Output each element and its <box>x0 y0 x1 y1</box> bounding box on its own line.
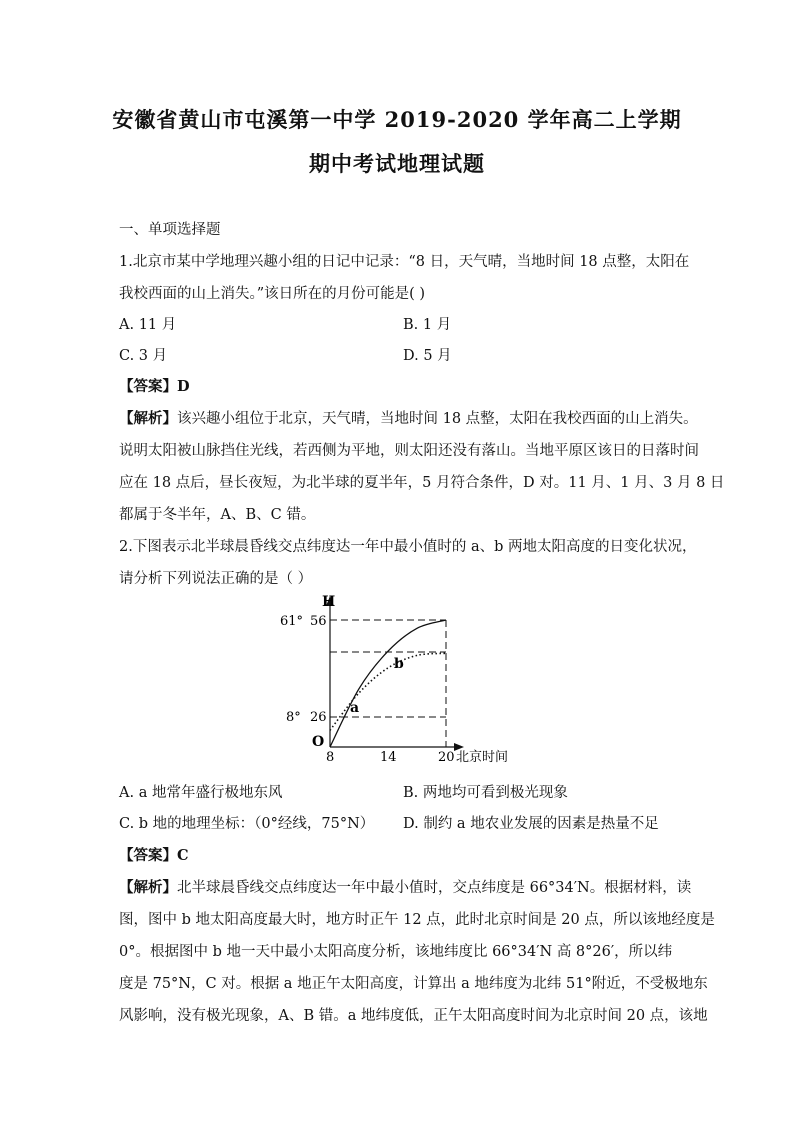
q1-option-c: C. 3 月 <box>119 348 168 364</box>
q2-stem-line-1: 2.下图表示北半球晨昏线交点纬度达一年中最小值时的 a、b 两地太阳高度的日变化状况， <box>119 539 697 555</box>
q1-analysis-label: 【解析】 <box>119 410 177 427</box>
q1-analysis-line-3: 应在 18 点后，昼长夜短，为北半球的夏半年，5 月符合条件，D 对。11 月、1 月、3 月 8 日 <box>119 475 725 491</box>
y-inner-label-56: 56 <box>310 614 327 629</box>
y-axis-label: H <box>322 594 336 610</box>
q2-analysis-line-5: 风影响，没有极光现象，A、B 错。a 地纬度低，正午太阳高度时间为北京时间 20 点，该地 <box>119 1008 708 1024</box>
x-tick-14: 14 <box>380 750 397 765</box>
q2-option-c: C. b 地的地理坐标：（0°经线，75°N） <box>119 816 375 832</box>
q2-analysis-label: 【解析】 <box>119 879 177 896</box>
q1-option-a: A. 11 月 <box>119 317 177 333</box>
q2-analysis-line-4: 度是 75°N，C 对。根据 a 地正午太阳高度，计算出 a 地纬度为北纬 51°附近，不受极地东 <box>119 976 708 992</box>
series-b-curve <box>330 653 446 730</box>
q1-analysis-line-1 <box>119 407 698 428</box>
q1-stem-line-2: 我校西面的山上消失。”该日所在的月份可能是( ) <box>119 286 426 302</box>
q2-analysis-line-3: 0°。根据图中 b 地一天中最小太阳高度分析，该地纬度比 66°34′N 高 8°26′，所以纬 <box>119 944 673 960</box>
y-inner-label-26: 26 <box>310 710 327 725</box>
q1-analysis-text-1: 该兴趣小组位于北京，天气晴，当地时间 18 点整，太阳在我校西面的山上消失。 <box>177 411 698 427</box>
q1-option-b: B. 1 月 <box>403 317 452 333</box>
section-heading: 一、单项选择题 <box>119 222 221 238</box>
doc-title-line-1: 安徽省黄山市屯溪第一中学 2019-2020 学年高二上学期 <box>112 107 682 132</box>
q2-analysis-line-1 <box>119 876 691 897</box>
q1-answer: 【答案】D <box>119 378 190 395</box>
doc-title-line-2: 期中考试地理试题 <box>309 151 485 176</box>
q2-option-d: D. 制约 a 地农业发展的因素是热量不足 <box>403 816 659 832</box>
series-a-label: a <box>350 700 360 716</box>
y-outer-label-8: 8° <box>286 710 301 725</box>
x-tick-20: 20 <box>438 750 455 765</box>
x-tick-8: 8 <box>326 750 335 765</box>
q2-option-a: A. a 地常年盛行极地东风 <box>119 785 283 801</box>
q2-stem-line-2: 请分析下列说法正确的是（ ） <box>119 571 313 587</box>
series-b-label: b <box>394 656 404 672</box>
series-a-curve <box>330 620 446 747</box>
q1-analysis-line-2: 说明太阳被山脉挡住光线，若西侧为平地，则太阳还没有落山。当地平原区该日的日落时间 <box>119 443 699 459</box>
q1-analysis-line-4: 都属于冬半年，A、B、C 错。 <box>119 507 316 523</box>
q1-stem-line-1: 1.北京市某中学地理兴趣小组的日记中记录：“8 日，天气晴，当地时间 18 点整，太阳在 <box>119 254 690 270</box>
q2-analysis-text-1: 北半球晨昏线交点纬度达一年中最小值时，交点纬度是 66°34′N。根据材料，读 <box>177 880 692 896</box>
q1-option-d: D. 5 月 <box>403 348 452 364</box>
q2-analysis-line-2: 图，图中 b 地太阳高度最大时，地方时正午 12 点，此时北京时间是 20 点，所以该地经度是 <box>119 912 715 928</box>
origin-label: O <box>312 734 325 750</box>
solar-altitude-chart <box>270 590 530 765</box>
q2-option-b: B. 两地均可看到极光现象 <box>403 785 568 801</box>
q2-answer: 【答案】C <box>119 847 189 864</box>
y-outer-label-61: 61° <box>280 614 304 629</box>
x-axis-label: 北京时间 <box>456 750 509 765</box>
